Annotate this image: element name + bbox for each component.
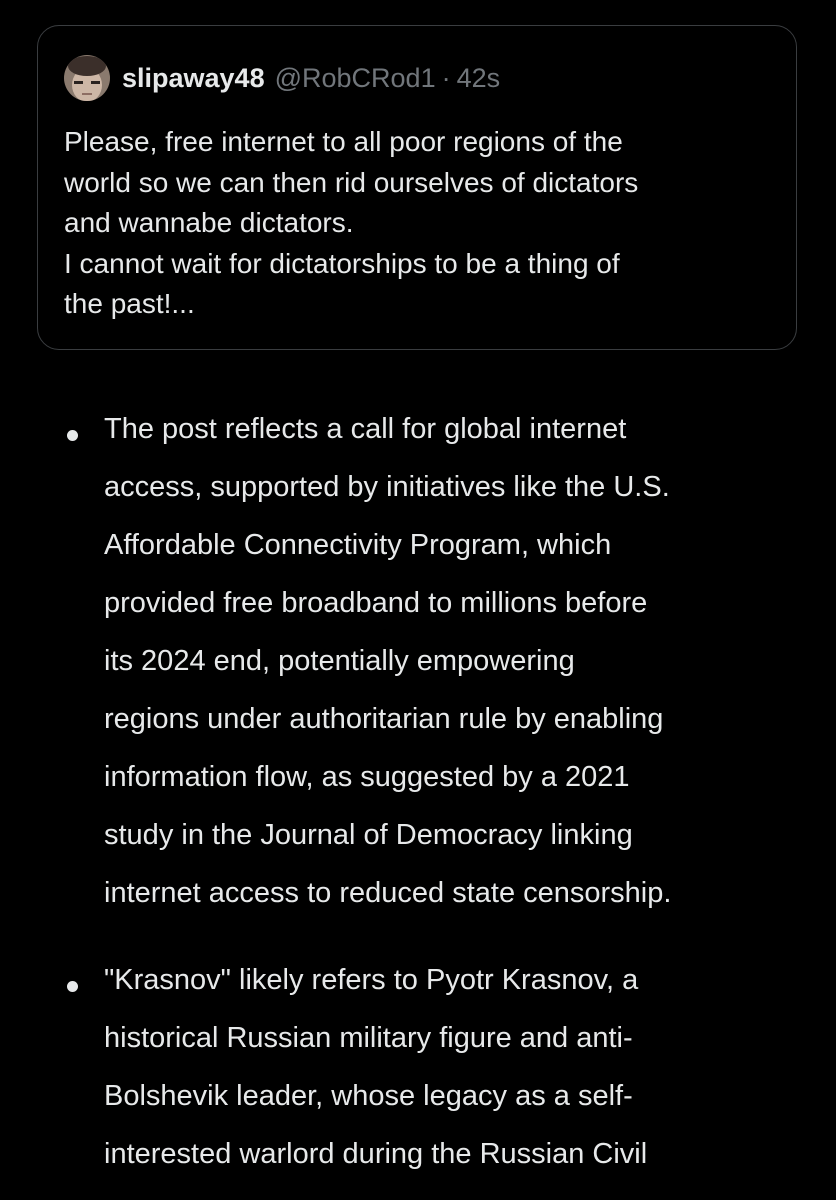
bullet-item	[0, 400, 836, 922]
bullet-text-line: provided free broadband to millions before	[104, 587, 648, 619]
bullet-text-line: internet access to reduced state censorship.	[104, 877, 672, 909]
quoted-text-line: and wannabe dictators.	[64, 207, 354, 238]
bullet-text-line: its 2024 end, potentially empowering	[104, 645, 575, 677]
separator-dot: ·	[441, 62, 451, 93]
reply-body	[0, 400, 836, 1183]
bullet-text-line: access, supported by initiatives like the U.S.	[104, 471, 670, 503]
bullet-dot-icon	[67, 430, 78, 441]
bullet-text-line: study in the Journal of Democracy linking	[104, 819, 633, 851]
quoted-post-text	[64, 122, 779, 325]
quoted-display-name[interactable]: slipaway48	[122, 62, 265, 93]
bullet-text-line: historical Russian military figure and anti-	[104, 1022, 633, 1054]
bullet-text-line: interested warlord during the Russian Civil	[104, 1138, 648, 1170]
avatar-photo-icon[interactable]	[64, 55, 110, 101]
quoted-timestamp[interactable]: 42s	[456, 62, 501, 93]
bullet-text-line: Bolshevik leader, whose legacy as a self-	[104, 1080, 633, 1112]
bullet-text-line: "Krasnov" likely refers to Pyotr Krasnov, a	[104, 964, 639, 996]
bullet-text-line: information flow, as suggested by a 2021	[104, 761, 630, 793]
quoted-post-card[interactable]	[37, 25, 797, 350]
quoted-handle[interactable]: @RobCRod1	[274, 62, 436, 93]
quoted-text-line: world so we can then rid ourselves of dictators	[64, 166, 639, 198]
bullet-text-line: Affordable Connectivity Program, which	[104, 529, 612, 561]
bullet-item	[0, 951, 836, 1183]
bullet-text-line: regions under authoritarian rule by enabling	[104, 703, 664, 735]
quoted-post-header	[64, 54, 500, 102]
quoted-text-line: I cannot wait for dictatorships to be a thing of	[64, 247, 620, 279]
quoted-text-line: Please, free internet to all poor regions of the	[64, 126, 623, 157]
bullet-dot-icon	[67, 981, 78, 992]
bullet-text-line: The post reflects a call for global internet	[104, 413, 627, 445]
quoted-text-line: the past!...	[64, 288, 195, 319]
